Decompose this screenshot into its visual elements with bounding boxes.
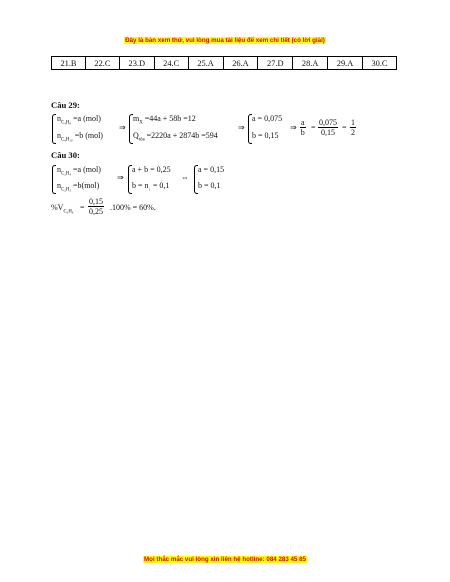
q30-sys2-line1: a + b = 0,25 bbox=[132, 165, 171, 174]
q29-sys3-line1: a = 0,075 bbox=[252, 114, 283, 123]
q30-sys2-line2: $b = n_↓ = 0,1$ bbox=[132, 181, 170, 193]
q29-sys1-line2: $n_{C_4H_{10}} =b$ (mol) bbox=[57, 131, 103, 143]
hotline-notice bbox=[0, 548, 450, 566]
q30-sys3-line1: a = 0,15 bbox=[198, 165, 225, 174]
answer-cell: 21.B bbox=[52, 57, 86, 70]
q29-sys1-line1: $n_{C_4H_8} =a$ (mol) bbox=[57, 114, 101, 126]
question-30-title: Câu 30: bbox=[51, 150, 80, 160]
q29-sys2-line2: $Q_{tỏa} =2220a + 2874b =594$ bbox=[133, 131, 218, 143]
answer-cell: 27.D bbox=[258, 57, 293, 70]
question-29-title: Câu 29: bbox=[51, 100, 80, 110]
fraction-a-over-b: $\frac{a}{b}$ bbox=[300, 118, 305, 137]
fraction-percent: $\frac{0,15}{0,25}$ bbox=[89, 197, 103, 216]
implies-arrow: ⇒ bbox=[119, 123, 126, 132]
answer-cell: 30.C bbox=[362, 57, 396, 70]
q30-sys3-line2: b = 0,1 bbox=[198, 181, 221, 190]
preview-notice-text: Đây là bản xem thử, vui lòng mua tài liệu để xem chi tiết (có lời giải) bbox=[125, 37, 325, 44]
implies-arrow: ⇒ bbox=[117, 173, 124, 182]
q29-sys2-line1: $m_X =44a + 58b =12$ bbox=[133, 114, 196, 126]
q30-percent-result: .100% = 60%. bbox=[110, 203, 156, 212]
preview-notice bbox=[0, 29, 450, 47]
answer-cell: 24.C bbox=[154, 57, 188, 70]
brace bbox=[52, 165, 56, 194]
q29-sys3-line2: b = 0,15 bbox=[252, 131, 279, 140]
answer-cell: 23.D bbox=[119, 57, 154, 70]
implies-arrow: ⇒ bbox=[238, 123, 245, 132]
brace bbox=[52, 114, 56, 144]
equivalence-arrow: ⇔ bbox=[181, 173, 189, 182]
implies-arrow: ⇒ bbox=[290, 123, 297, 132]
fraction-result: $\frac{1}{2}$ bbox=[351, 118, 355, 137]
equals-sign: = bbox=[80, 203, 85, 212]
answer-cell: 22.C bbox=[85, 57, 119, 70]
q30-sys1-line2: $n_{C_2H_2} =b(mol)$ bbox=[57, 181, 100, 193]
answer-table bbox=[51, 56, 397, 70]
answer-cell: 25.A bbox=[188, 57, 223, 70]
q30-sys1-line1: $n_{C_2H_4} =a$ (mol) bbox=[57, 165, 101, 177]
answer-cell: 28.A bbox=[293, 57, 328, 70]
answer-cell: 26.A bbox=[223, 57, 258, 70]
fraction-value: $\frac{0,075}{0,15}$ bbox=[319, 118, 337, 137]
equals-sign: = bbox=[342, 123, 347, 132]
q30-percent-label: $\%V_{C_2H_4}$ bbox=[51, 203, 74, 215]
answer-row bbox=[52, 57, 397, 70]
answer-cell: 29.A bbox=[328, 57, 363, 70]
equals-sign: = bbox=[311, 123, 316, 132]
hotline-notice-text: Mọi thắc mắc vui lòng xin liên hệ hotline: 084 283 45 85 bbox=[144, 556, 306, 563]
